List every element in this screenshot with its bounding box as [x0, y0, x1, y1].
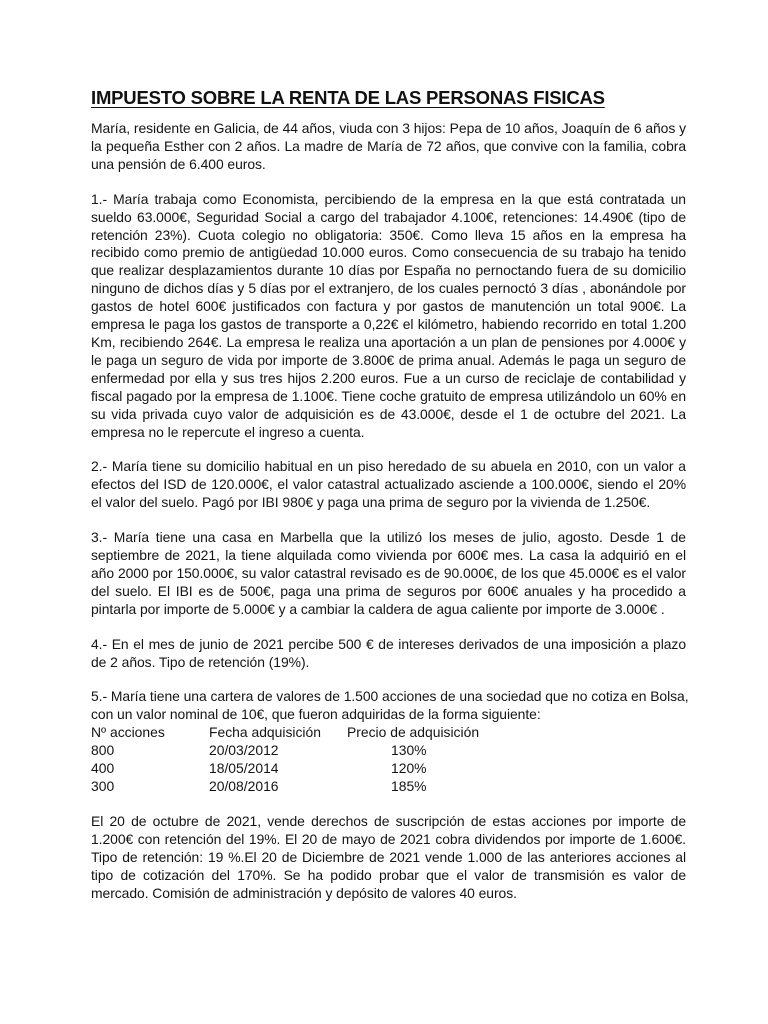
- cell-acquisition-date: 18/05/2014: [209, 760, 279, 777]
- section-3-paragraph: 3.- María tiene una casa en Marbella que la utilizó los meses de julio, agosto. Desde 1 de septiembre de 2021, la tiene alquilada como vivienda por 600€ mes. La casa la adquirió en el año 2000 por 150.000€, su valor catastral revisado es de 90.000€, de los que 45.000€ es el valor del suelo. El IBI es de 500€, paga una prima de seguros por 600€ anuales y ha procedido a pintarla por importe de 5.000€ y a cambiar la caldera de agua caliente por importe de 3.000€ .: [91, 529, 686, 617]
- cell-num-shares: 400: [91, 760, 115, 777]
- table-row: [91, 760, 571, 778]
- section-5-line-2: con un valor nominal de 10€, que fueron adquiridas de la forma siguiente:: [91, 706, 541, 723]
- cell-acquisition-price: 120%: [391, 760, 427, 777]
- document-title: IMPUESTO SOBRE LA RENTA DE LAS PERSONAS FISICAS: [91, 87, 605, 108]
- section-5: [91, 688, 689, 795]
- cell-acquisition-date: 20/03/2012: [209, 742, 279, 759]
- closing-paragraph: El 20 de octubre de 2021, vende derechos de suscripción de estas acciones por importe de 1.200€ con retención del 19%. El 20 de mayo de 2021 cobra dividendos por importe de 1.600€. Tipo de retención: 19 %.El 20 de Diciembre de 2021 vende 1.000 de las anteriores acciones al tipo de cotización del 170%. Se ha podido probar que el valor de transmisión es valor de mercado. Comisión de administración y depósito de valores 40 euros.: [91, 812, 686, 901]
- cell-acquisition-price: 130%: [391, 742, 427, 759]
- paragraph-spacer: [91, 671, 686, 688]
- document-page: [91, 86, 689, 902]
- header-acquisition-date: Fecha adquisición: [209, 724, 321, 741]
- table-header-row: [91, 724, 571, 742]
- section-4-paragraph: 4.- En el mes de junio de 2021 percibe 500 € de intereses derivados de una imposición a plazo de 2 años. Tipo de retención (19%).: [91, 635, 686, 670]
- cell-acquisition-date: 20/08/2016: [209, 778, 279, 794]
- section-1-paragraph: 1.- María trabaja como Economista, percibiendo de la empresa en la que está contratada un sueldo 63.000€, Seguridad Social a cargo del trabajador 4.100€, retenciones: 14.490€ (tipo de retención 23%). Cuota colegio no obligatoria: 350€. Como lleva 15 años en la empresa ha recibido como premio de antigüedad 10.000 euros. Como consecuencia de su trabajo ha tenido que realizar desplazamientos durante 10 días por España no pernoctando fuera de su domicilio ninguno de dichos días y 5 días por el extranjero, de los cuales pernoctó 3 días , abonándole por gastos de hotel 600€ justificados con factura y por gastos de manutención un total 900€. La empresa le paga los gastos de transporte a 0,22€ el kilómetro, habiendo recorrido en total 1.200 Km, recibiendo 264€. La empresa le realiza una aportación a un plan de pensiones por 4.000€ y le paga un seguro de vida por importe de 3.800€ de prima anual. Además le paga un seguro de enfermedad por ella y sus tres hijos 2.200 euros. Fue a un curso de reciclaje de contabilidad y fiscal pagado por la empresa de 1.100€. Tiene coche gratuito de empresa utilizándolo un 60% en su vida privada cuyo valor de adquisición es de 43.000€, desde el 1 de octubre del 2021. La empresa no le repercute el ingreso a cuenta.: [91, 190, 686, 440]
- intro-paragraph: María, residente en Galicia, de 44 años, viuda con 3 hijos: Pepa de 10 años, Joaquín de 6 años y la pequeña Esther con 2 años. La madre de María de 72 años, que convive con la familia, cobra una pensión de 6.400 euros.: [91, 120, 686, 172]
- section-5-line-1: 5.- María tiene una cartera de valores de 1.500 acciones de una sociedad que no cotiza en Bolsa,: [91, 688, 689, 705]
- table-row: [91, 778, 571, 796]
- cell-acquisition-price: 185%: [391, 778, 427, 794]
- paragraph-spacer: [91, 174, 686, 191]
- cell-num-shares: 300: [91, 778, 115, 794]
- table-row: [91, 742, 571, 760]
- header-num-shares: Nº acciones: [91, 724, 165, 741]
- header-acquisition-price: Precio de adquisición: [347, 724, 480, 741]
- shares-acquisition-table: [91, 724, 571, 796]
- cell-num-shares: 800: [91, 742, 115, 759]
- paragraph-spacer: [91, 512, 686, 529]
- paragraph-spacer: [91, 441, 686, 458]
- paragraph-spacer: [91, 796, 686, 813]
- paragraph-spacer: [91, 619, 686, 636]
- section-2-paragraph: 2.- María tiene su domicilio habitual en un piso heredado de su abuela en 2010, con un valor a efectos del ISD de 120.000€, el valor catastral actualizado asciende a 100.000€, siendo el 20% el valor del suelo. Pagó por IBI 980€ y paga una prima de seguro por la vivienda de 1.250€.: [91, 458, 686, 511]
